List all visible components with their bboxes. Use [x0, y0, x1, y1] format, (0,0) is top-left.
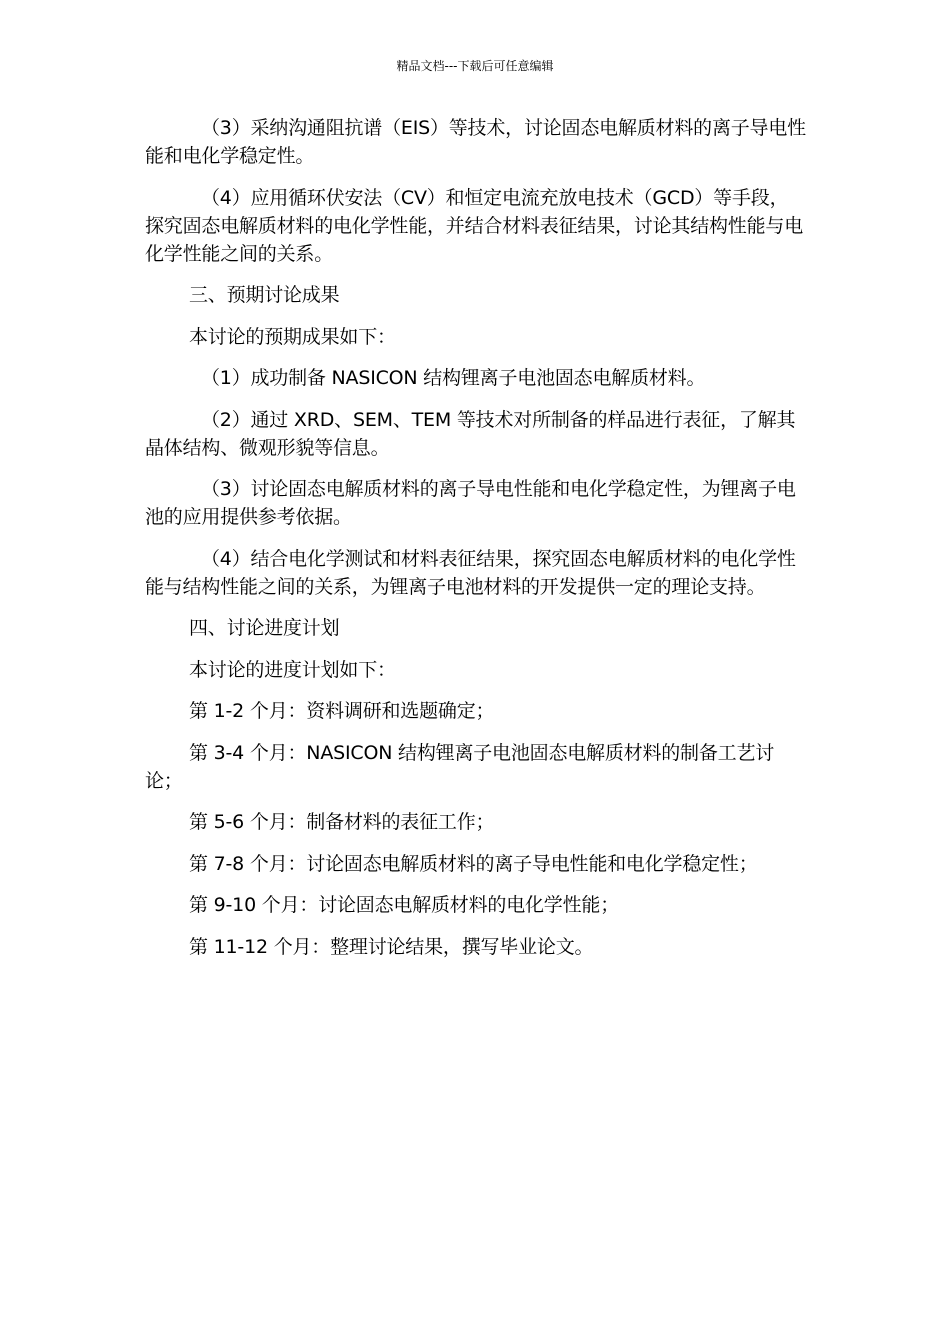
- paragraph-schedule-intro: 本讨论的进度计划如下：: [189, 658, 396, 681]
- schedule-item-months-9-10: 第 9-10 个月：讨论固态电解质材料的电化学性能；: [189, 894, 620, 916]
- section-heading-schedule: 四、讨论进度计划: [189, 617, 340, 639]
- paragraph-result-3: （3）讨论固态电解质材料的离子导电性能和电化学稳定性，为锂离子电池的应用提供参考依据。: [145, 478, 796, 528]
- schedule-item-months-1-2: 第 1-2 个月：资料调研和选题确定；: [189, 700, 495, 722]
- paragraph-result-4: （4）结合电化学测试和材料表征结果，探究固态电解质材料的电化学性能与结构性能之间的关系，为锂离子电池材料的开发提供一定的理论支持。: [145, 547, 796, 598]
- document-body: [145, 114, 807, 974]
- paragraph-result-2: （2）通过 XRD、SEM、TEM 等技术对所制备的样品进行表征，了解其晶体结构、微观形貌等信息。: [145, 408, 796, 459]
- schedule-item-months-5-6: 第 5-6 个月：制备材料的表征工作；: [189, 811, 495, 833]
- section-heading-expected-results: 三、预期讨论成果: [189, 284, 340, 306]
- paragraph-expected-intro: 本讨论的预期成果如下：: [189, 325, 396, 348]
- paragraph-result-1: （1）成功制备 NASICON 结构锂离子电池固态电解质材料。: [201, 367, 706, 389]
- schedule-item-months-11-12: 第 11-12 个月：整理讨论结果，撰写毕业论文。: [189, 935, 594, 958]
- paragraph-method-3: （3）采纳沟通阻抗谱（EIS）等技术，讨论固态电解质材料的离子导电性能和电化学稳定性。: [145, 117, 806, 167]
- paragraph-method-4: （4）应用循环伏安法（CV）和恒定电流充放电技术（GCD）等手段，探究固态电解质材料的电化学性能，并结合材料表征结果，讨论其结构性能与电化学性能之间的关系。: [145, 186, 804, 265]
- schedule-item-months-7-8: 第 7-8 个月：讨论固态电解质材料的离子导电性能和电化学稳定性；: [189, 852, 758, 875]
- page-header: 精品文档---下载后可任意编辑: [396, 59, 554, 73]
- schedule-item-months-3-4: 第 3-4 个月：NASICON 结构锂离子电池固态电解质材料的制备工艺讨论；: [145, 741, 775, 792]
